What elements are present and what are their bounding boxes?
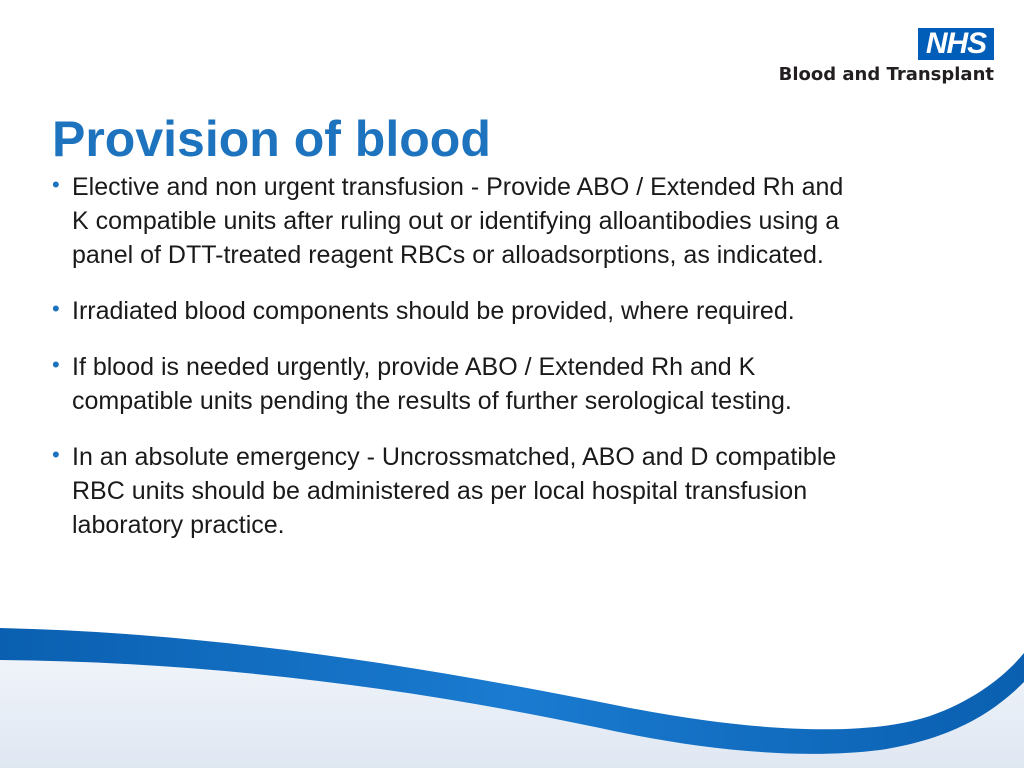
bullet-text: Irradiated blood components should be provided, where required.: [72, 297, 795, 325]
bullet-dot-icon: •: [52, 352, 60, 377]
bullet-text: If blood is needed urgently, provide ABO / Extended Rh and K compatible units pending the results of further serological testing.: [72, 353, 792, 415]
bullet-dot-icon: •: [52, 442, 60, 467]
bullet-text: In an absolute emergency - Uncrossmatched, ABO and D compatible RBC units should be administered as per local hospital transfusion laboratory practice.: [72, 443, 837, 539]
decorative-blue-wave: [0, 578, 1024, 768]
nhs-blood-and-transplant-logo: [774, 28, 994, 90]
bullet-list: [52, 170, 862, 564]
nhs-logo-mark: NHS: [918, 28, 994, 60]
bullet-item-elective: [52, 170, 862, 272]
bullet-item-urgent: [52, 350, 862, 418]
logo-subtitle: Blood and Transplant: [778, 64, 994, 85]
slide-title: Provision of blood: [52, 111, 491, 167]
bullet-dot-icon: •: [52, 172, 60, 197]
bullet-item-irradiated: [52, 294, 862, 328]
bullet-item-emergency: [52, 440, 862, 542]
bullet-text: Elective and non urgent transfusion - Provide ABO / Extended Rh and K compatible units after ruling out or identifying alloantibodies using a panel of DTT-treated reagent RBCs or alloadsorptions, as indicated.: [72, 173, 844, 269]
bullet-dot-icon: •: [52, 296, 60, 321]
